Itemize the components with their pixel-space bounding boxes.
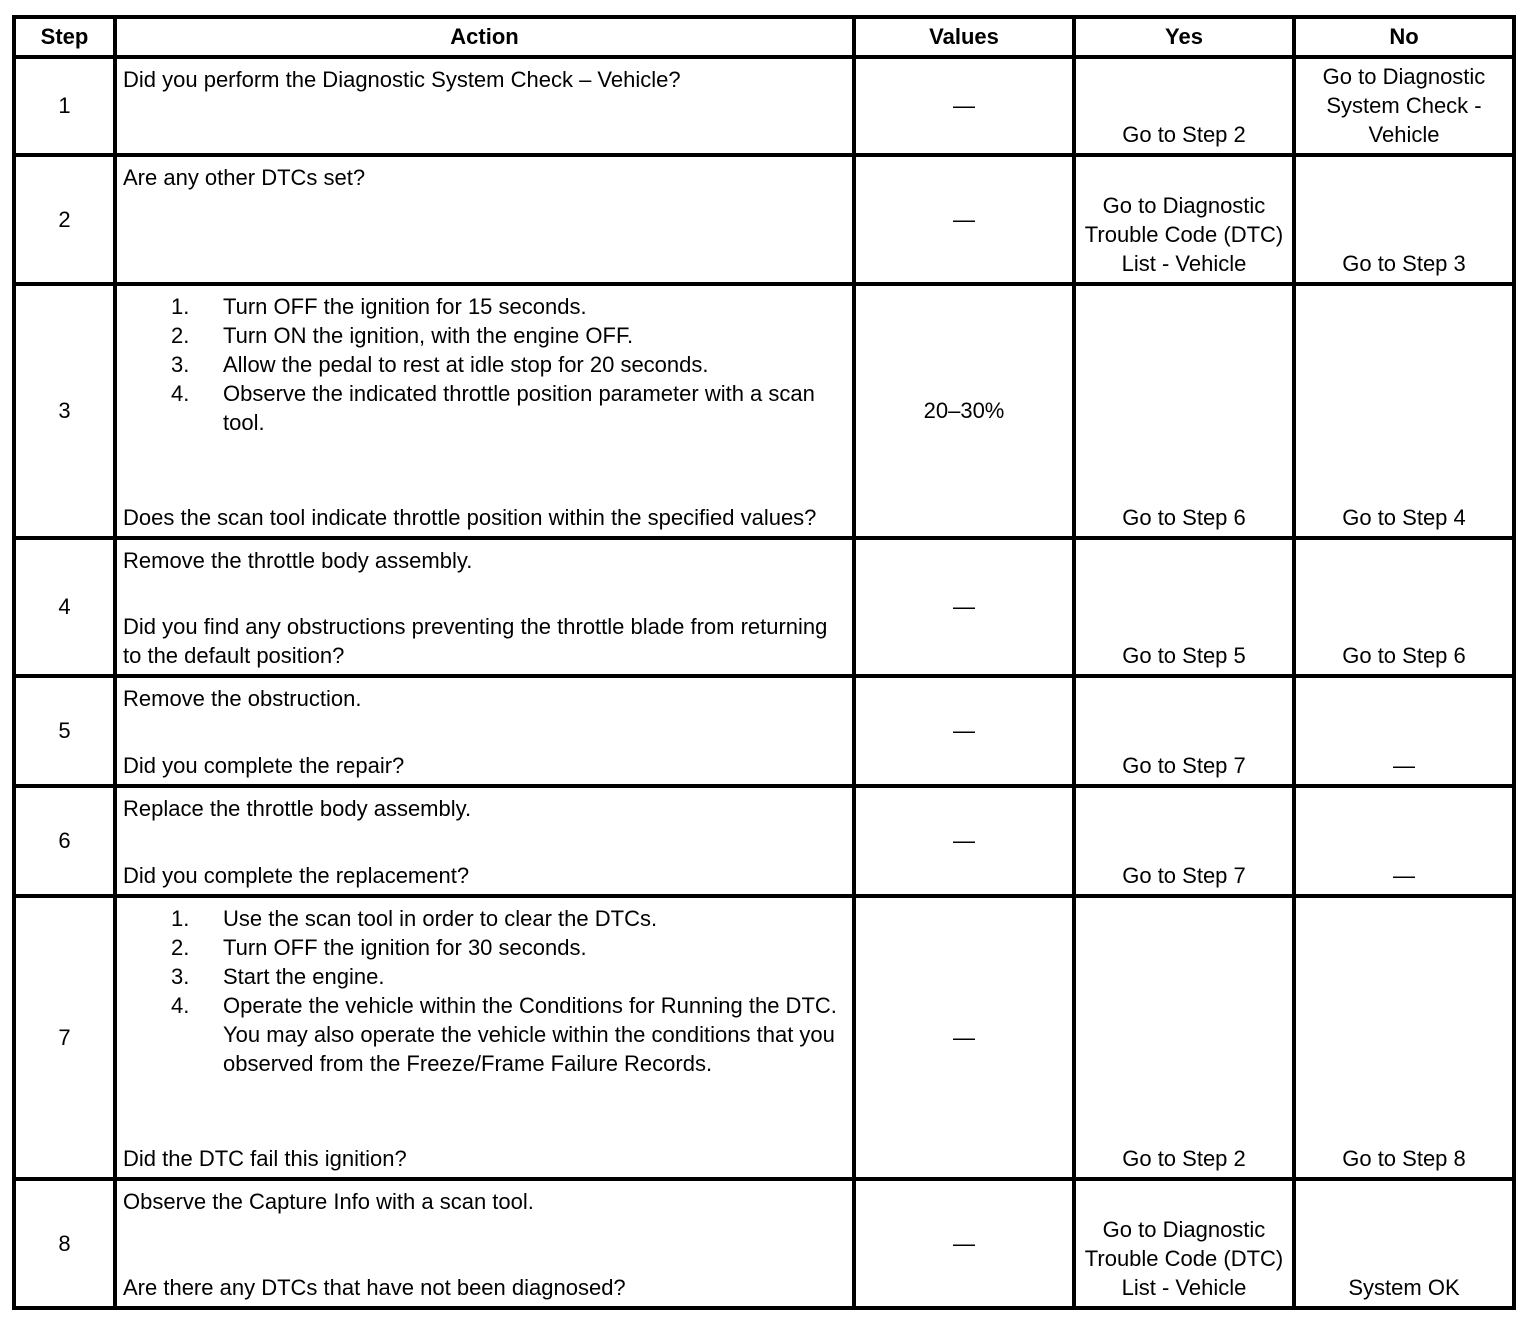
- no-cell: Go to Step 4: [1294, 284, 1514, 538]
- value-cell: —: [854, 538, 1074, 676]
- table-row: [14, 155, 1514, 284]
- action-question: Did the DTC fail this ignition?: [123, 1146, 407, 1171]
- no-cell: —: [1294, 676, 1514, 786]
- value-cell: —: [854, 1179, 1074, 1308]
- action-cell: [115, 676, 854, 786]
- table-row: [14, 284, 1514, 538]
- procedure-list: [123, 292, 846, 437]
- action-instruction: Are any other DTCs set?: [123, 165, 366, 190]
- action-question: Does the scan tool indicate throttle position within the specified values?: [123, 505, 817, 530]
- yes-cell: Go to Step 6: [1074, 284, 1294, 538]
- value-cell: —: [854, 786, 1074, 896]
- no-cell: Go to Step 3: [1294, 155, 1514, 284]
- action-cell: [115, 284, 854, 538]
- list-item: 3. Allow the pedal to rest at idle stop for 20 seconds.: [171, 352, 709, 377]
- yes-cell: Go to Diagnostic Trouble Code (DTC) List - Vehicle: [1074, 155, 1294, 284]
- step-number: 6: [14, 786, 115, 896]
- action-instruction: Remove the obstruction.: [123, 686, 362, 711]
- no-cell: Go to Step 8: [1294, 896, 1514, 1179]
- header-no: No: [1294, 17, 1514, 57]
- diagnostic-table: [12, 15, 1516, 1310]
- list-item: 2. Turn OFF the ignition for 30 seconds.: [171, 935, 587, 960]
- action-cell: [115, 786, 854, 896]
- action-cell: [115, 57, 854, 155]
- list-item: 1. Turn OFF the ignition for 15 seconds.: [171, 294, 587, 319]
- no-cell: System OK: [1294, 1179, 1514, 1308]
- step-number: 1: [14, 57, 115, 155]
- yes-cell: Go to Step 5: [1074, 538, 1294, 676]
- yes-cell: Go to Step 7: [1074, 786, 1294, 896]
- action-cell: [115, 1179, 854, 1308]
- list-item: 4. Operate the vehicle within the Conditions for Running the DTC. You may also operate the vehicle within the conditions that you observed from the Freeze/Frame Failure Records.: [171, 993, 837, 1076]
- step-number: 8: [14, 1179, 115, 1308]
- action-cell: [115, 896, 854, 1179]
- table-row: [14, 786, 1514, 896]
- action-question: Did you find any obstructions preventing the throttle blade from returning to the default position?: [123, 614, 828, 668]
- yes-cell: Go to Diagnostic Trouble Code (DTC) List - Vehicle: [1074, 1179, 1294, 1308]
- yes-cell: Go to Step 2: [1074, 57, 1294, 155]
- step-number: 4: [14, 538, 115, 676]
- header-step: Step: [14, 17, 115, 57]
- value-cell: 20–30%: [854, 284, 1074, 538]
- action-cell: [115, 538, 854, 676]
- value-cell: —: [854, 676, 1074, 786]
- action-instruction: Replace the throttle body assembly.: [123, 796, 472, 821]
- action-instruction: Did you perform the Diagnostic System Check – Vehicle?: [123, 67, 681, 92]
- step-number: 3: [14, 284, 115, 538]
- header-action: Action: [115, 17, 854, 57]
- table-row: [14, 57, 1514, 155]
- value-cell: —: [854, 155, 1074, 284]
- table-row: [14, 676, 1514, 786]
- step-number: 5: [14, 676, 115, 786]
- header-yes: Yes: [1074, 17, 1294, 57]
- list-item: 3. Start the engine.: [171, 964, 385, 989]
- no-cell: —: [1294, 786, 1514, 896]
- table-row: [14, 538, 1514, 676]
- header-values: Values: [854, 17, 1074, 57]
- table-row: [14, 896, 1514, 1179]
- list-item: 2. Turn ON the ignition, with the engine OFF.: [171, 323, 634, 348]
- list-item: 4. Observe the indicated throttle position parameter with a scan tool.: [171, 381, 815, 435]
- yes-cell: Go to Step 7: [1074, 676, 1294, 786]
- step-number: 2: [14, 155, 115, 284]
- action-cell: [115, 155, 854, 284]
- no-cell: Go to Step 6: [1294, 538, 1514, 676]
- value-cell: —: [854, 57, 1074, 155]
- procedure-list: [123, 904, 846, 1078]
- yes-cell: Go to Step 2: [1074, 896, 1294, 1179]
- step-number: 7: [14, 896, 115, 1179]
- header-row: [14, 17, 1514, 57]
- table-row: [14, 1179, 1514, 1308]
- action-instruction: Remove the throttle body assembly.: [123, 548, 473, 573]
- list-item: 1. Use the scan tool in order to clear the DTCs.: [171, 906, 658, 931]
- action-instruction: Observe the Capture Info with a scan tool.: [123, 1189, 534, 1214]
- action-question: Are there any DTCs that have not been diagnosed?: [123, 1275, 626, 1300]
- action-question: Did you complete the replacement?: [123, 863, 470, 888]
- action-question: Did you complete the repair?: [123, 753, 405, 778]
- no-cell: Go to Diagnostic System Check - Vehicle: [1294, 57, 1514, 155]
- value-cell: —: [854, 896, 1074, 1179]
